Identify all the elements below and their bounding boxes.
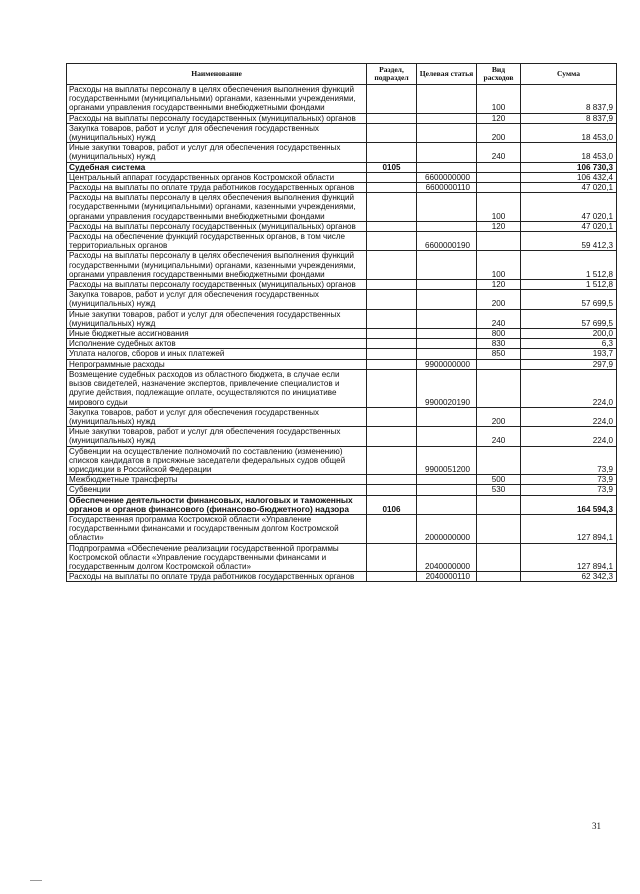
table-row [67,349,617,359]
cell-target: 6600000110 [417,183,477,193]
cell-section [367,514,417,543]
cell-section [367,251,417,280]
cell-target: 2040000000 [417,543,477,572]
cell-kind: 800 [477,329,521,339]
cell-kind: 830 [477,339,521,349]
cell-kind: 200 [477,407,521,426]
cell-section: 0105 [367,162,417,172]
cell-name: Иные закупки товаров, работ и услуг для обеспечения государственных (муниципальных) нужд [67,143,367,162]
budget-table [66,63,617,582]
table-row [67,427,617,446]
cell-name: Закупка товаров, работ и услуг для обеспечения государственных (муниципальных) нужд [67,123,367,142]
cell-target [417,251,477,280]
cell-section [367,349,417,359]
cell-sum: 193,7 [521,349,617,359]
table-row [67,407,617,426]
cell-section [367,193,417,222]
cell-kind: 240 [477,309,521,328]
cell-target [417,193,477,222]
cell-name: Иные бюджетные ассигнования [67,329,367,339]
cell-target: 9900051200 [417,446,477,475]
header-kind: Вид расходов [477,64,521,85]
cell-name: Государственная программа Костромской области «Управление государственными финансами и государственным долгом Костромской области» [67,514,367,543]
cell-sum: 47 020,1 [521,221,617,231]
cell-sum: 1 512,8 [521,280,617,290]
cell-name: Обеспечение деятельности финансовых, налоговых и таможенных органов и органов финансового (финансово-бюджетного) надзора [67,495,367,514]
table-row [67,485,617,495]
cell-name: Межбюджетные трансферты [67,475,367,485]
cell-sum: 57 699,5 [521,290,617,309]
cell-section [367,85,417,114]
cell-sum: 18 453,0 [521,123,617,142]
cell-section [367,427,417,446]
cell-name: Расходы на обеспечение функций государственных органов, в том числе территориальных органов [67,232,367,251]
cell-target [417,349,477,359]
cell-kind [477,495,521,514]
cell-target [417,290,477,309]
cell-section [367,359,417,369]
cell-sum: 106 730,3 [521,162,617,172]
table-row [67,232,617,251]
table-row [67,495,617,514]
cell-section [367,280,417,290]
cell-kind [477,359,521,369]
cell-target [417,407,477,426]
cell-target: 9900020190 [417,369,477,407]
cell-name: Уплата налогов, сборов и иных платежей [67,349,367,359]
cell-target [417,495,477,514]
cell-sum: 200,0 [521,329,617,339]
table-row [67,162,617,172]
cell-section [367,221,417,231]
cell-name: Судебная система [67,162,367,172]
cell-kind [477,572,521,582]
cell-sum: 297,9 [521,359,617,369]
cell-section [367,339,417,349]
cell-sum: 224,0 [521,427,617,446]
cell-kind: 100 [477,193,521,222]
cell-name: Иные закупки товаров, работ и услуг для обеспечения государственных (муниципальных) нужд [67,309,367,328]
cell-name: Расходы на выплаты персоналу в целях обеспечения выполнения функций государственными (муниципальными) органами, казенными учреждениями, органами управления государственными внебюджетными фондами [67,193,367,222]
cell-kind: 100 [477,85,521,114]
table-row [67,85,617,114]
page-number: 31 [592,821,601,831]
cell-kind: 530 [477,485,521,495]
table-row [67,339,617,349]
table-body [67,85,617,582]
cell-name: Закупка товаров, работ и услуг для обеспечения государственных (муниципальных) нужд [67,407,367,426]
cell-kind: 240 [477,143,521,162]
cell-name: Расходы на выплаты персоналу в целях обеспечения выполнения функций государственными (муниципальными) органами, казенными учреждениями, органами управления государственными внебюджетными фондами [67,251,367,280]
cell-sum: 73,9 [521,475,617,485]
cell-name: Центральный аппарат государственных органов Костромской области [67,172,367,182]
cell-target [417,221,477,231]
cell-sum: 73,9 [521,485,617,495]
cell-sum: 57 699,5 [521,309,617,328]
cell-kind [477,446,521,475]
cell-name: Возмещение судебных расходов из областного бюджета, в случае если вызов свидетелей, назначение экспертов, привлечение специалистов и другие действия, подлежащие оплате, осуществляются по инициативе мирового судьи [67,369,367,407]
table-header-row [67,64,617,85]
table-row [67,143,617,162]
cell-section [367,123,417,142]
cell-name: Подпрограмма «Обеспечение реализации государственной программы Костромской области «Управление государственными финансами и государственным долгом Костромской области» [67,543,367,572]
cell-kind: 200 [477,290,521,309]
cell-kind [477,369,521,407]
cell-target [417,113,477,123]
cell-sum: 127 894,1 [521,514,617,543]
cell-target [417,475,477,485]
cell-section [367,143,417,162]
cell-target [417,143,477,162]
table-row [67,369,617,407]
cell-target: 9900000000 [417,359,477,369]
cell-kind [477,232,521,251]
cell-kind: 200 [477,123,521,142]
cell-section [367,113,417,123]
cell-target [417,280,477,290]
cell-section [367,572,417,582]
cell-sum: 62 342,3 [521,572,617,582]
cell-section [367,290,417,309]
header-sum: Сумма [521,64,617,85]
cell-target [417,339,477,349]
budget-table-page [66,63,616,582]
cell-name: Расходы на выплаты по оплате труда работников государственных органов [67,183,367,193]
table-row [67,290,617,309]
cell-name: Расходы на выплаты персоналу государственных (муниципальных) органов [67,113,367,123]
cell-section [367,232,417,251]
table-row [67,123,617,142]
table-row [67,251,617,280]
cell-section [367,183,417,193]
cell-kind: 500 [477,475,521,485]
cell-section [367,475,417,485]
cell-section [367,543,417,572]
cell-name: Расходы на выплаты персоналу государственных (муниципальных) органов [67,280,367,290]
cell-section [367,485,417,495]
table-row [67,280,617,290]
table-row [67,572,617,582]
cell-section [367,407,417,426]
cell-target [417,329,477,339]
cell-kind [477,162,521,172]
cell-kind: 240 [477,427,521,446]
cell-target: 2040000110 [417,572,477,582]
cell-sum: 164 594,3 [521,495,617,514]
cell-kind: 850 [477,349,521,359]
cell-sum: 47 020,1 [521,193,617,222]
cell-section [367,172,417,182]
cell-name: Исполнение судебных актов [67,339,367,349]
cell-sum: 1 512,8 [521,251,617,280]
cell-sum: 224,0 [521,369,617,407]
cell-target [417,162,477,172]
table-row [67,193,617,222]
header-target: Целевая статья [417,64,477,85]
cell-section [367,369,417,407]
table-row [67,172,617,182]
table-row [67,475,617,485]
cell-name: Расходы на выплаты персоналу государственных (муниципальных) органов [67,221,367,231]
cell-section [367,446,417,475]
cell-sum: 127 894,1 [521,543,617,572]
cell-sum: 8 837,9 [521,113,617,123]
table-row [67,309,617,328]
header-section: Раздел, подраздел [367,64,417,85]
cell-sum: 73,9 [521,446,617,475]
cell-kind [477,172,521,182]
cell-name: Непрограммные расходы [67,359,367,369]
cell-name: Субвенции [67,485,367,495]
cell-kind [477,543,521,572]
cell-sum: 6,3 [521,339,617,349]
cell-sum: 8 837,9 [521,85,617,114]
cell-sum: 106 432,4 [521,172,617,182]
cell-kind: 120 [477,280,521,290]
cell-name: Иные закупки товаров, работ и услуг для обеспечения государственных (муниципальных) нужд [67,427,367,446]
cell-kind: 100 [477,251,521,280]
cell-name: Субвенции на осуществление полномочий по составлению (изменению) списков кандидатов в присяжные заседатели федеральных судов общей юрисдикции в Российской Федерации [67,446,367,475]
cell-target: 2000000000 [417,514,477,543]
cell-sum: 47 020,1 [521,183,617,193]
cell-kind [477,183,521,193]
cell-name: Расходы на выплаты персоналу в целях обеспечения выполнения функций государственными (муниципальными) органами, казенными учреждениями, органами управления государственными внебюджетными фондами [67,85,367,114]
cell-name: Закупка товаров, работ и услуг для обеспечения государственных (муниципальных) нужд [67,290,367,309]
cell-sum: 59 412,3 [521,232,617,251]
table-row [67,514,617,543]
cell-target: 6600000190 [417,232,477,251]
header-name: Наименование [67,64,367,85]
cell-target [417,309,477,328]
table-row [67,113,617,123]
cell-target [417,427,477,446]
cell-section: 0106 [367,495,417,514]
cell-kind: 120 [477,221,521,231]
table-row [67,329,617,339]
cell-target: 6600000000 [417,172,477,182]
cell-sum: 224,0 [521,407,617,426]
table-row [67,543,617,572]
cell-section [367,329,417,339]
table-row [67,183,617,193]
footer-mark [30,880,42,881]
table-row [67,446,617,475]
table-row [67,221,617,231]
cell-kind [477,514,521,543]
cell-name: Расходы на выплаты по оплате труда работников государственных органов [67,572,367,582]
cell-sum: 18 453,0 [521,143,617,162]
table-row [67,359,617,369]
cell-section [367,309,417,328]
cell-target [417,123,477,142]
cell-target [417,85,477,114]
cell-kind: 120 [477,113,521,123]
cell-target [417,485,477,495]
